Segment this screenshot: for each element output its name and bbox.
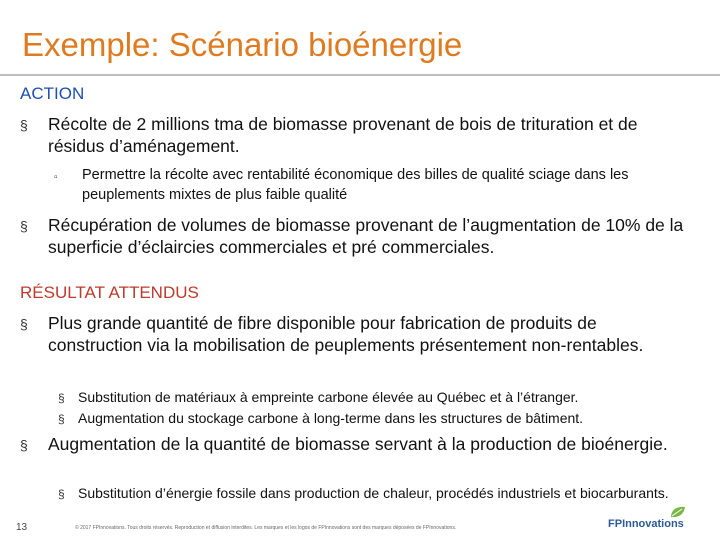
title-divider — [0, 74, 720, 76]
list-item-text: Augmentation de la quantité de biomasse servant à la production de bioénergie. — [48, 434, 668, 454]
sub-list-item-text: Substitution d’énergie fossile dans production de chaleur, procédés industriels et biocarburants. — [78, 485, 669, 501]
bullet-icon: § — [20, 218, 28, 234]
copyright-footer: © 2017 FPInnovations. Tous droits réservés. Reproduction et diffusion interdites. Les marques et les logos de FPInnovations sont des marques déposées de FPInnovations. — [75, 525, 457, 531]
section-heading-action: ACTION — [20, 84, 85, 103]
list-item-text: Récolte de 2 millions tma de biomasse provenant de bois de trituration et de résidus d’aménagement. — [48, 114, 638, 156]
bullet-icon: § — [58, 412, 65, 426]
bullet-icon: § — [58, 487, 65, 501]
section-heading-results: RÉSULTAT ATTENDUS — [20, 283, 199, 302]
bullet-icon: ▫ — [54, 172, 58, 183]
sub-list-item-text: Substitution de matériaux à empreinte carbone élevée au Québec et à l’étranger. — [78, 389, 579, 405]
leaf-icon — [668, 503, 688, 523]
list-item-text: Plus grande quantité de fibre disponible pour fabrication de produits de construction via la mobilisation de peuplements présentement non-rentables. — [48, 313, 644, 355]
bullet-icon: § — [58, 391, 65, 405]
page-title: Exemple: Scénario bioénergie — [22, 26, 463, 63]
logo-prefix: FP — [608, 518, 623, 530]
sub-list-item-text: Augmentation du stockage carbone à long-terme dans les structures de bâtiment. — [78, 410, 584, 426]
bullet-icon: § — [20, 117, 28, 133]
page-number: 13 — [16, 522, 28, 533]
bullet-icon: § — [20, 316, 28, 332]
logo-suffix: Innovations — [622, 518, 684, 530]
list-item-text: Récupération de volumes de biomasse provenant de l’augmentation de 10% de la superficie d’éclaircies commerciales et pré commerciales. — [48, 215, 684, 257]
sub-list-item-text: Permettre la récolte avec rentabilité économique des billes de qualité sciage dans les peuplements mixtes de plus faible qualité — [82, 167, 629, 203]
bullet-icon: § — [20, 437, 28, 453]
